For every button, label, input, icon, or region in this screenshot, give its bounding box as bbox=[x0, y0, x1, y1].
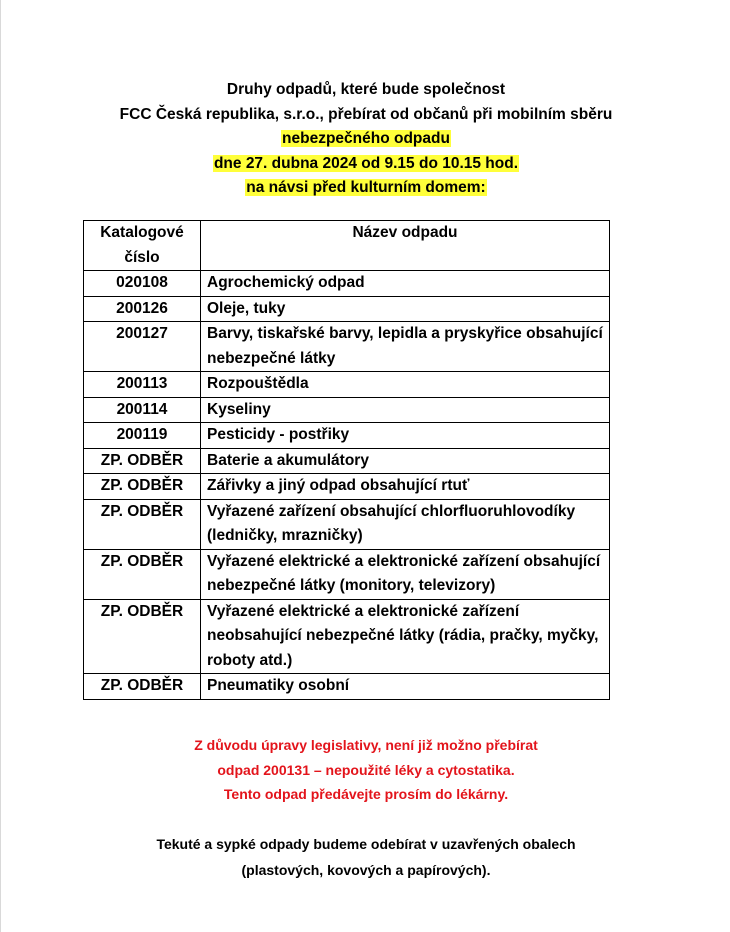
table-row bbox=[84, 499, 610, 549]
table-row bbox=[84, 599, 610, 674]
footer-line-2: (plastových, kovových a papírových). bbox=[241, 861, 491, 878]
notice-line-2: odpad 200131 – nepoužité léky a cytostatika. bbox=[217, 761, 515, 778]
table-row bbox=[84, 448, 610, 474]
header-highlight-waste-type: nebezpečného odpadu bbox=[282, 130, 450, 147]
waste-name-cell: Kyseliny bbox=[201, 397, 610, 423]
catalog-number-cell: 020108 bbox=[84, 271, 201, 297]
catalog-number-cell: 200126 bbox=[84, 296, 201, 322]
table-row bbox=[84, 549, 610, 599]
column-header-catalog-number: Katalogové číslo bbox=[84, 221, 201, 271]
table-row bbox=[84, 397, 610, 423]
waste-name-cell: Vyřazené elektrické a elektronické zařízení neobsahující nebezpečné látky (rádia, pračky, myčky, roboty atd.) bbox=[201, 599, 610, 674]
header-highlight-date: dne 27. dubna 2024 od 9.15 do 10.15 hod. bbox=[213, 154, 519, 172]
table-row bbox=[84, 271, 610, 297]
catalog-number-cell: 200119 bbox=[84, 423, 201, 449]
catalog-number-cell: ZP. ODBĚR bbox=[84, 674, 201, 700]
notice-line-1: Z důvodu úpravy legislativy, není již možno přebírat bbox=[194, 737, 538, 753]
catalog-number-cell: ZP. ODBĚR bbox=[84, 499, 201, 549]
waste-name-cell: Agrochemický odpad bbox=[201, 271, 610, 297]
legislation-notice bbox=[1, 733, 730, 807]
packaging-note bbox=[1, 832, 730, 883]
catalog-number-cell: 200113 bbox=[84, 372, 201, 398]
table-row bbox=[84, 674, 610, 700]
column-header-waste-name: Název odpadu bbox=[201, 221, 610, 271]
waste-name-cell: Rozpouštědla bbox=[201, 372, 610, 398]
notice-line-3: Tento odpad předávejte prosím do lékárny. bbox=[223, 786, 509, 802]
waste-types-table bbox=[83, 220, 610, 700]
catalog-number-cell: 200114 bbox=[84, 397, 201, 423]
table-row bbox=[84, 474, 610, 500]
catalog-number-cell: ZP. ODBĚR bbox=[84, 599, 201, 674]
catalog-number-cell: ZP. ODBĚR bbox=[84, 448, 201, 474]
waste-name-cell: Barvy, tiskařské barvy, lepidla a pryskyřice obsahující nebezpečné látky bbox=[201, 322, 610, 372]
header-line-2: FCC Česká republika, s.r.o., přebírat od občanů při mobilním sběru bbox=[119, 105, 613, 123]
header-highlight-location: na návsi před kulturním domem: bbox=[246, 179, 486, 196]
waste-name-cell: Pneumatiky osobní bbox=[201, 674, 610, 700]
table-row bbox=[84, 322, 610, 372]
footer-line-1: Tekuté a sypké odpady budeme odebírat v uzavřených obalech bbox=[156, 836, 576, 852]
waste-name-cell: Vyřazené zařízení obsahující chlorfluoruhlovodíky (ledničky, mrazničky) bbox=[201, 499, 610, 549]
document-header bbox=[1, 78, 730, 201]
waste-name-cell: Baterie a akumulátory bbox=[201, 448, 610, 474]
waste-name-cell: Pesticidy - postřiky bbox=[201, 423, 610, 449]
table-row bbox=[84, 423, 610, 449]
catalog-number-cell: ZP. ODBĚR bbox=[84, 549, 201, 599]
header-line-1: Druhy odpadů, které bude společnost bbox=[226, 81, 506, 98]
catalog-number-cell: 200127 bbox=[84, 322, 201, 372]
waste-name-cell: Vyřazené elektrické a elektronické zařízení obsahující nebezpečné látky (monitory, televizory) bbox=[201, 549, 610, 599]
waste-name-cell: Oleje, tuky bbox=[201, 296, 610, 322]
table-header-row bbox=[84, 221, 610, 271]
waste-name-cell: Zářivky a jiný odpad obsahující rtuť bbox=[201, 474, 610, 500]
table-row bbox=[84, 296, 610, 322]
table-row bbox=[84, 372, 610, 398]
catalog-number-cell: ZP. ODBĚR bbox=[84, 474, 201, 500]
